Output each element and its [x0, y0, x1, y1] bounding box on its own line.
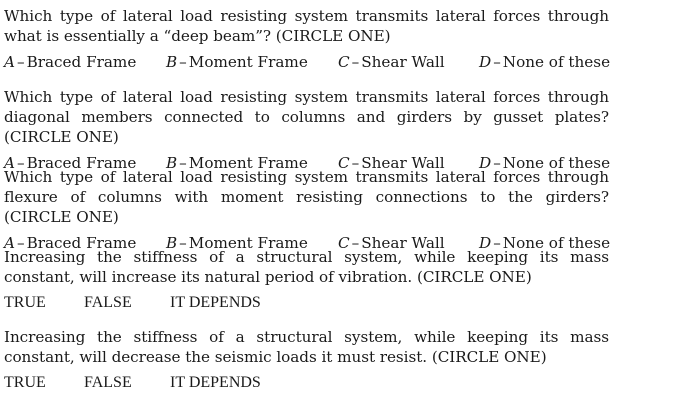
option-a[interactable]: A – Braced Frame: [4, 234, 137, 252]
option-d[interactable]: D – None of these: [479, 234, 611, 252]
option-b[interactable]: B – Moment Frame: [166, 154, 308, 172]
option-it-depends[interactable]: IT DEPENDS: [170, 294, 261, 311]
option-false[interactable]: FALSE: [84, 374, 132, 391]
option-b[interactable]: B – Moment Frame: [166, 53, 308, 71]
option-a[interactable]: A – Braced Frame: [4, 154, 137, 172]
question-1-options: [4, 51, 609, 73]
question-4-options: [4, 292, 609, 314]
option-c[interactable]: C – Shear Wall: [338, 154, 445, 172]
option-c[interactable]: C – Shear Wall: [338, 234, 445, 252]
option-b[interactable]: B – Moment Frame: [166, 234, 308, 252]
question-5-options: [4, 372, 609, 394]
question-4: [4, 247, 609, 314]
question-5-text: Increasing the stiffness of a structural system, while keeping its mass constant, will decrease the seismic loads it must resist. (CIRCLE ONE): [4, 328, 609, 366]
option-true[interactable]: TRUE: [4, 374, 46, 391]
question-3: [4, 167, 609, 254]
option-a[interactable]: A – Braced Frame: [4, 53, 137, 71]
option-false[interactable]: FALSE: [84, 294, 132, 311]
question-1-text: Which type of lateral load resisting system transmits lateral forces through what is essentially a “deep beam”? (CIRCLE ONE): [4, 7, 609, 45]
question-5: [4, 327, 609, 394]
option-d[interactable]: D – None of these: [479, 53, 611, 71]
question-2-text: Which type of lateral load resisting system transmits lateral forces through diagonal members connected to columns and girders by gusset plates? (CIRCLE ONE): [4, 88, 609, 146]
option-d[interactable]: D – None of these: [479, 154, 611, 172]
option-true[interactable]: TRUE: [4, 294, 46, 311]
option-it-depends[interactable]: IT DEPENDS: [170, 374, 261, 391]
question-2: [4, 87, 609, 174]
option-c[interactable]: C – Shear Wall: [338, 53, 445, 71]
question-1: [4, 6, 609, 73]
question-4-text: Increasing the stiffness of a structural system, while keeping its mass constant, will increase its natural period of vibration. (CIRCLE ONE): [4, 248, 609, 286]
question-3-text: Which type of lateral load resisting system transmits lateral forces through flexure of columns with moment resisting connections to the girders? (CIRCLE ONE): [4, 168, 609, 226]
